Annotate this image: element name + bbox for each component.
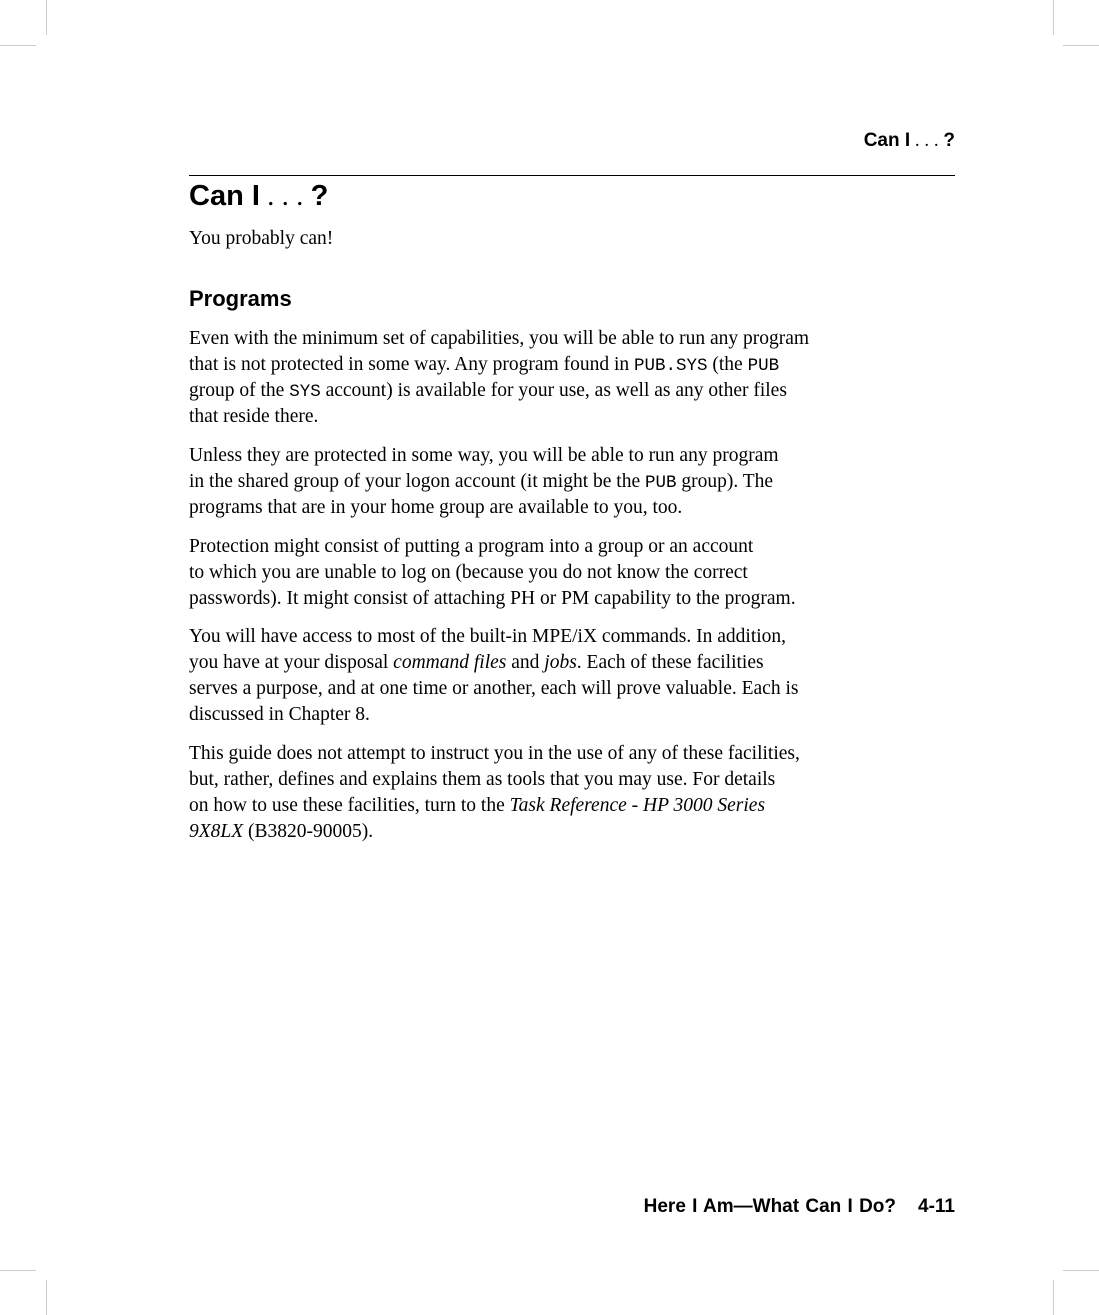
text-run: This guide does not attempt to instruct you in the use of any of these facilities,	[189, 743, 800, 764]
running-header-dots: . . .	[910, 130, 944, 151]
text-line	[189, 404, 809, 430]
text-line	[189, 650, 798, 676]
code-text: SYS	[289, 382, 321, 402]
text-line	[189, 326, 809, 352]
text-run: group of the	[189, 380, 290, 401]
italic-text: command files	[393, 652, 507, 673]
text-run: group). The	[676, 471, 774, 492]
title-dots: . . .	[259, 180, 311, 212]
body-paragraph	[189, 624, 798, 728]
title-prefix: Can I	[189, 180, 260, 212]
text-run: serves a purpose, and at one time or another, each will prove valuable. Each is	[189, 678, 799, 699]
text-run: that reside there.	[189, 406, 319, 427]
italic-text: jobs	[544, 652, 577, 673]
text-line	[189, 793, 800, 819]
text-line	[189, 702, 798, 728]
text-run: that is not protected in some way. Any program found in	[189, 354, 634, 375]
text-run: You will have access to most of the built-in MPE/iX commands. In addition,	[189, 626, 787, 647]
title-suffix: ?	[310, 180, 329, 212]
running-header-prefix: Can I	[863, 130, 911, 151]
text-run: Protection might consist of putting a program into a group or an account	[189, 536, 754, 557]
text-run: (the	[707, 354, 748, 375]
crop-mark	[0, 45, 36, 46]
text-run: Even with the minimum set of capabilities, you will be able to run any program	[189, 328, 810, 349]
code-text: PUB.SYS	[634, 356, 708, 376]
text-run: and	[506, 652, 545, 673]
text-run: Unless they are protected in some way, you will be able to run any program	[189, 445, 779, 466]
text-line	[189, 624, 798, 650]
text-line	[189, 767, 800, 793]
text-line	[189, 495, 779, 521]
text-run: on how to use these facilities, turn to the	[189, 795, 510, 816]
text-line	[189, 819, 800, 845]
page-title	[189, 180, 328, 213]
text-line	[189, 741, 800, 767]
text-run: you have at your disposal	[189, 652, 394, 673]
body-paragraph	[189, 741, 800, 845]
italic-text: Task Reference - HP 3000 Series	[509, 795, 766, 816]
header-rule	[189, 175, 955, 176]
page-number: 4-11	[918, 1196, 955, 1217]
text-run: (B3820-90005).	[243, 821, 374, 842]
text-line	[189, 443, 779, 469]
crop-mark	[1063, 1270, 1099, 1271]
body-paragraph	[189, 326, 809, 430]
section-heading: Programs	[189, 286, 292, 311]
body-paragraph	[189, 534, 796, 612]
body-paragraph	[189, 443, 779, 521]
footer-chapter-title: Here I Am—What Can I Do?	[643, 1196, 897, 1217]
running-header	[864, 130, 955, 152]
crop-mark	[1053, 1280, 1054, 1315]
text-line	[189, 352, 809, 378]
text-run: but, rather, defines and explains them as tools that you may use. For details	[189, 769, 776, 790]
text-run: programs that are in your home group are available to you, too.	[189, 497, 683, 518]
text-line	[189, 676, 798, 702]
text-line	[189, 586, 796, 612]
text-line	[189, 378, 809, 404]
page-footer	[644, 1196, 955, 1218]
crop-mark	[46, 1280, 47, 1315]
text-run: to which you are unable to log on (because you do not know the correct	[189, 562, 748, 583]
crop-mark	[46, 0, 47, 35]
crop-mark	[0, 1270, 36, 1271]
text-line	[189, 534, 796, 560]
crop-mark	[1063, 45, 1099, 46]
crop-mark	[1053, 0, 1054, 35]
intro-text: You probably can!	[189, 228, 334, 249]
text-run: discussed in Chapter 8.	[189, 704, 370, 725]
text-run: account) is available for your use, as well as any other files	[320, 380, 787, 401]
code-text: PUB	[747, 356, 780, 376]
text-run: passwords). It might consist of attaching PH or PM capability to the program.	[189, 588, 796, 609]
text-run: . Each of these facilities	[576, 652, 764, 673]
text-run: in the shared group of your logon account (it might be the	[189, 471, 645, 492]
text-line	[189, 560, 796, 586]
running-header-suffix: ?	[943, 130, 955, 151]
code-text: PUB	[644, 473, 677, 493]
italic-text: 9X8LX	[189, 821, 244, 842]
text-line	[189, 469, 779, 495]
